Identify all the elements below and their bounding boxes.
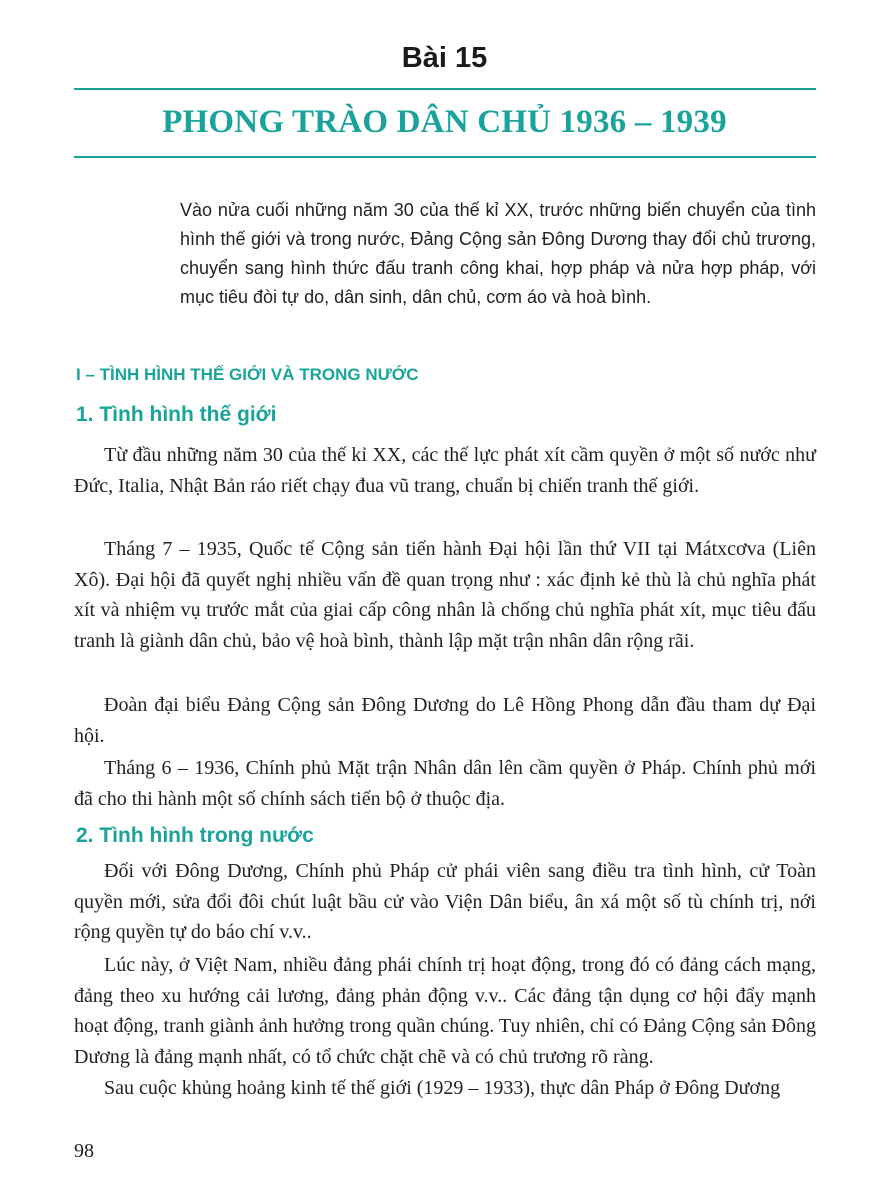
title-rule-bottom (74, 156, 816, 158)
lesson-title: PHONG TRÀO DÂN CHỦ 1936 – 1939 (162, 104, 727, 140)
paragraph: Sau cuộc khủng hoảng kinh tế thế giới (1929 – 1933), thực dân Pháp ở Đông Dương (104, 1077, 781, 1099)
paragraph: Đối với Đông Dương, Chính phủ Pháp cử phái viên sang điều tra tình hình, cử Toàn quyền mới, sửa đổi đôi chút luật bầu cử vào Viện Dân biểu, ân xá một số tù chính trị, nới rộng quyền tự do báo chí v.v.. (74, 860, 816, 943)
paragraph: Từ đầu những năm 30 của thế kỉ XX, các thế lực phát xít cầm quyền ở một số nước như Đức, Italia, Nhật Bản ráo riết chạy đua vũ trang, chuẩn bị chiến tranh thế giới. (74, 444, 816, 497)
page-number: 98 (74, 1140, 94, 1162)
title-rule-top (74, 88, 816, 90)
subsection-heading-world: 1. Tình hình thế giới (76, 403, 277, 426)
subsection-heading-domestic: 2. Tình hình trong nước (76, 824, 314, 847)
paragraph: Lúc này, ở Việt Nam, nhiều đảng phái chính trị hoạt động, trong đó có đảng cách mạng, đảng theo xu hướng cải lương, đảng phản động v.v.. Các đảng tận dụng cơ hội đẩy mạnh hoạt động, tranh giành ảnh hưởng trong quần chúng. Tuy nhiên, chỉ có Đảng Cộng sản Đông Dương là đảng mạnh nhất, có tổ chức chặt chẽ và có chủ trương rõ ràng. (74, 954, 816, 1068)
section-heading: I – TÌNH HÌNH THẾ GIỚI VÀ TRONG NƯỚC (76, 365, 419, 384)
lesson-intro: Vào nửa cuối những năm 30 của thế kỉ XX, trước những biến chuyển của tình hình thế giới và trong nước, Đảng Cộng sản Đông Dương thay đổi chủ trương, chuyển sang hình thức đấu tranh công khai, hợp pháp và nửa hợp pháp, với mục tiêu đòi tự do, dân sinh, dân chủ, cơm áo và hoà bình. (180, 200, 816, 307)
paragraph: Tháng 7 – 1935, Quốc tế Cộng sản tiến hành Đại hội lần thứ VII tại Mátxcơva (Liên Xô). Đại hội đã quyết nghị nhiều vấn đề quan trọng như : xác định kẻ thù là chủ nghĩa phát xít và nhiệm vụ trước mắt của giai cấp công nhân là chống chủ nghĩa phát xít, mục tiêu đấu tranh là giành dân chủ, bảo vệ hoà bình, thành lập mặt trận nhân dân rộng rãi. (74, 538, 816, 652)
lesson-number: Bài 15 (401, 42, 488, 74)
paragraph: Tháng 6 – 1936, Chính phủ Mặt trận Nhân dân lên cầm quyền ở Pháp. Chính phủ mới đã cho thi hành một số chính sách tiến bộ ở thuộc địa. (74, 757, 816, 810)
paragraph: Đoàn đại biểu Đảng Cộng sản Đông Dương do Lê Hồng Phong dẫn đầu tham dự Đại hội. (74, 694, 816, 747)
